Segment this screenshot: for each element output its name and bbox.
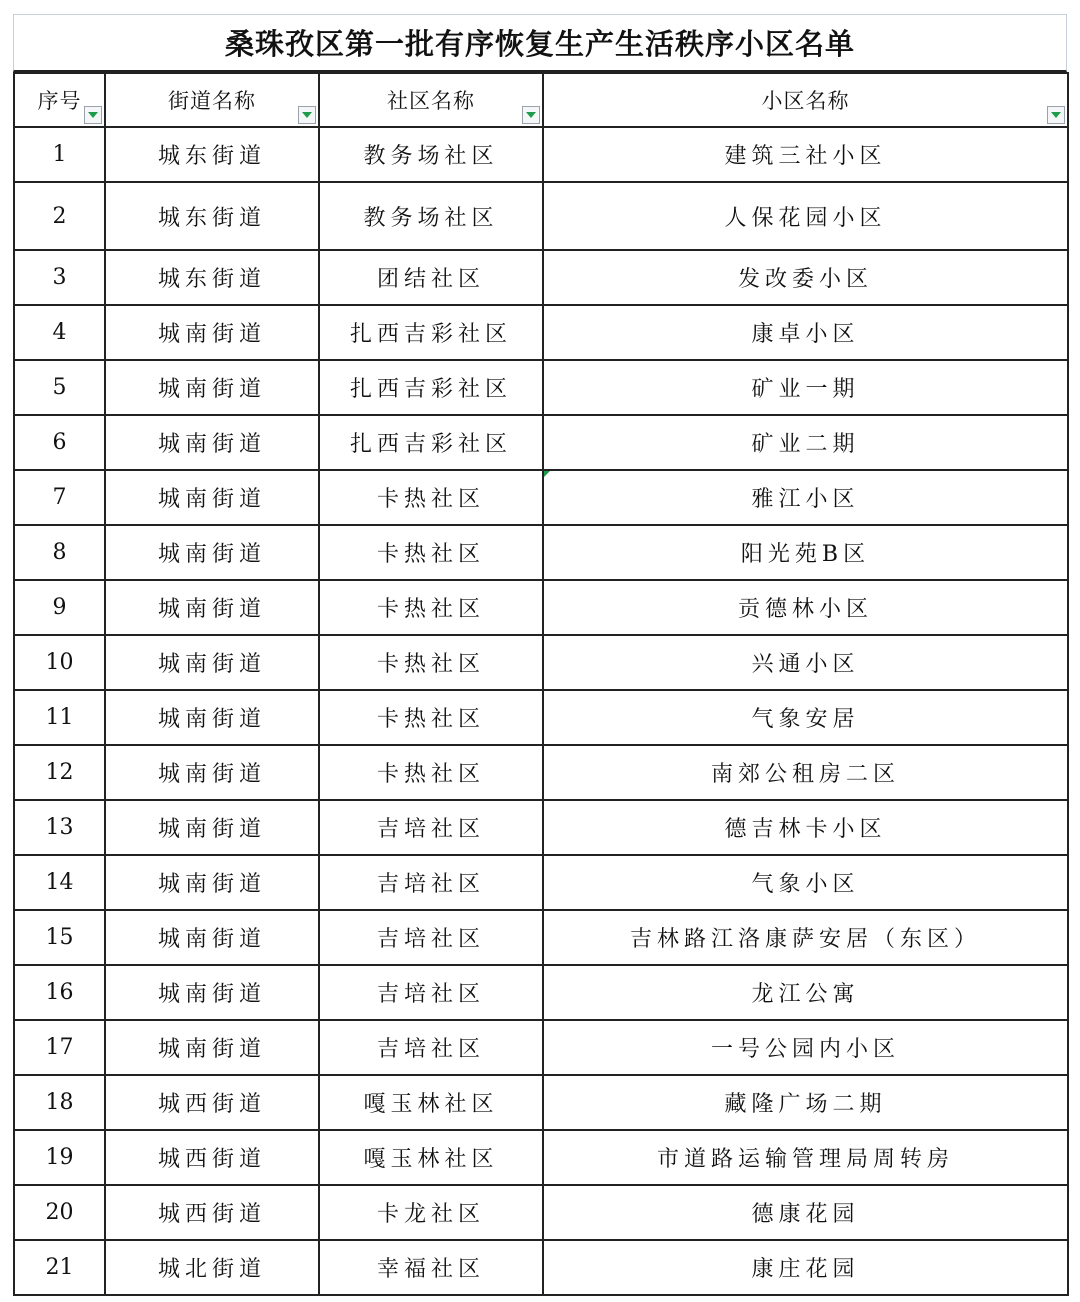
seq-cell[interactable]: 8 xyxy=(14,525,105,580)
seq-cell[interactable]: 11 xyxy=(14,690,105,745)
street-cell[interactable]: 城东街道 xyxy=(105,250,319,305)
community-cell[interactable]: 教务场社区 xyxy=(319,182,543,250)
seq-cell[interactable]: 4 xyxy=(14,305,105,360)
table-row xyxy=(14,855,1068,910)
street-cell[interactable]: 城西街道 xyxy=(105,1185,319,1240)
estate-cell[interactable]: 吉林路江洛康萨安居（东区） xyxy=(543,910,1068,965)
table-row xyxy=(14,965,1068,1020)
estate-cell[interactable]: 气象安居 xyxy=(543,690,1068,745)
cell-comment-marker xyxy=(544,471,550,477)
seq-cell[interactable]: 7 xyxy=(14,470,105,525)
estate-cell[interactable]: 康卓小区 xyxy=(543,305,1068,360)
estate-cell[interactable]: 矿业一期 xyxy=(543,360,1068,415)
table-row xyxy=(14,470,1068,525)
street-cell[interactable]: 城东街道 xyxy=(105,182,319,250)
community-cell[interactable]: 团结社区 xyxy=(319,250,543,305)
street-cell[interactable]: 城东街道 xyxy=(105,127,319,182)
street-cell[interactable]: 城西街道 xyxy=(105,1130,319,1185)
table-row xyxy=(14,360,1068,415)
estate-cell[interactable]: 一号公园内小区 xyxy=(543,1020,1068,1075)
header-street xyxy=(105,73,319,127)
street-cell[interactable]: 城南街道 xyxy=(105,1020,319,1075)
seq-cell[interactable]: 15 xyxy=(14,910,105,965)
seq-cell[interactable]: 12 xyxy=(14,745,105,800)
seq-cell[interactable]: 2 xyxy=(14,182,105,250)
estate-cell[interactable]: 德吉林卡小区 xyxy=(543,800,1068,855)
estate-table xyxy=(13,72,1069,1296)
estate-cell[interactable]: 兴通小区 xyxy=(543,635,1068,690)
filter-community-button[interactable] xyxy=(522,106,540,124)
table-row xyxy=(14,127,1068,182)
header-estate-label: 小区名称 xyxy=(761,89,850,113)
estate-cell[interactable]: 阳光苑B区 xyxy=(543,525,1068,580)
street-cell[interactable]: 城北街道 xyxy=(105,1240,319,1295)
filter-dropdown-icon xyxy=(88,112,98,118)
community-cell[interactable]: 吉培社区 xyxy=(319,965,543,1020)
estate-cell[interactable]: 康庄花园 xyxy=(543,1240,1068,1295)
filter-dropdown-icon xyxy=(302,112,312,118)
filter-dropdown-icon xyxy=(526,112,536,118)
filter-dropdown-icon xyxy=(1051,112,1061,118)
seq-cell[interactable]: 16 xyxy=(14,965,105,1020)
seq-cell[interactable]: 1 xyxy=(14,127,105,182)
seq-cell[interactable]: 13 xyxy=(14,800,105,855)
header-street-label: 街道名称 xyxy=(168,89,256,113)
header-community xyxy=(319,73,543,127)
seq-cell[interactable]: 9 xyxy=(14,580,105,635)
seq-cell[interactable]: 3 xyxy=(14,250,105,305)
header-seq-label: 序号 xyxy=(37,89,82,113)
community-cell[interactable]: 扎西吉彩社区 xyxy=(319,305,543,360)
community-cell[interactable]: 卡热社区 xyxy=(319,690,543,745)
seq-cell[interactable]: 10 xyxy=(14,635,105,690)
seq-cell[interactable]: 5 xyxy=(14,360,105,415)
table-row xyxy=(14,1020,1068,1075)
street-cell[interactable]: 城南街道 xyxy=(105,965,319,1020)
filter-seq-button[interactable] xyxy=(84,106,102,124)
table-row xyxy=(14,1185,1068,1240)
table-row xyxy=(14,305,1068,360)
table-row xyxy=(14,1075,1068,1130)
estate-cell[interactable]: 贡德林小区 xyxy=(543,580,1068,635)
street-cell[interactable]: 城南街道 xyxy=(105,415,319,470)
street-cell[interactable]: 城南街道 xyxy=(105,525,319,580)
street-cell[interactable]: 城南街道 xyxy=(105,470,319,525)
estate-cell[interactable]: 发改委小区 xyxy=(543,250,1068,305)
street-cell[interactable]: 城南街道 xyxy=(105,800,319,855)
seq-cell[interactable]: 20 xyxy=(14,1185,105,1240)
estate-cell[interactable]: 藏隆广场二期 xyxy=(543,1075,1068,1130)
community-cell[interactable]: 扎西吉彩社区 xyxy=(319,360,543,415)
table-row xyxy=(14,525,1068,580)
community-cell[interactable]: 吉培社区 xyxy=(319,910,543,965)
seq-cell[interactable]: 17 xyxy=(14,1020,105,1075)
community-cell[interactable]: 嘎玉林社区 xyxy=(319,1130,543,1185)
table-row xyxy=(14,1240,1068,1295)
header-seq xyxy=(14,73,105,127)
community-cell[interactable]: 教务场社区 xyxy=(319,127,543,182)
community-cell[interactable]: 卡热社区 xyxy=(319,635,543,690)
street-cell[interactable]: 城南街道 xyxy=(105,305,319,360)
table-row xyxy=(14,690,1068,745)
community-cell[interactable]: 扎西吉彩社区 xyxy=(319,415,543,470)
street-cell[interactable]: 城西街道 xyxy=(105,1075,319,1130)
table-title-row xyxy=(13,14,1067,72)
street-cell[interactable]: 城南街道 xyxy=(105,635,319,690)
community-cell[interactable]: 卡热社区 xyxy=(319,470,543,525)
estate-cell[interactable]: 德康花园 xyxy=(543,1185,1068,1240)
seq-cell[interactable]: 19 xyxy=(14,1130,105,1185)
community-cell[interactable]: 吉培社区 xyxy=(319,800,543,855)
estate-cell[interactable]: 雅江小区 xyxy=(543,470,1068,525)
page-title: 桑珠孜区第一批有序恢复生产生活秩序小区名单 xyxy=(224,27,855,61)
table-row xyxy=(14,1130,1068,1185)
community-cell[interactable]: 幸福社区 xyxy=(319,1240,543,1295)
spreadsheet xyxy=(13,14,1067,1296)
community-cell[interactable]: 吉培社区 xyxy=(319,855,543,910)
street-cell[interactable]: 城南街道 xyxy=(105,690,319,745)
table-row xyxy=(14,182,1068,250)
estate-cell[interactable]: 气象小区 xyxy=(543,855,1068,910)
street-cell[interactable]: 城南街道 xyxy=(105,580,319,635)
estate-cell[interactable]: 龙江公寓 xyxy=(543,965,1068,1020)
estate-cell[interactable]: 建筑三社小区 xyxy=(543,127,1068,182)
estate-cell[interactable]: 人保花园小区 xyxy=(543,182,1068,250)
community-cell[interactable]: 卡热社区 xyxy=(319,745,543,800)
seq-cell[interactable]: 21 xyxy=(14,1240,105,1295)
header-community-label: 社区名称 xyxy=(387,89,475,113)
community-cell[interactable]: 卡龙社区 xyxy=(319,1185,543,1240)
table-row xyxy=(14,745,1068,800)
community-cell[interactable]: 吉培社区 xyxy=(319,1020,543,1075)
street-cell[interactable]: 城南街道 xyxy=(105,855,319,910)
community-cell[interactable]: 卡热社区 xyxy=(319,525,543,580)
seq-cell[interactable]: 14 xyxy=(14,855,105,910)
table-row xyxy=(14,635,1068,690)
table-row xyxy=(14,415,1068,470)
header-estate xyxy=(543,73,1068,127)
seq-cell[interactable]: 18 xyxy=(14,1075,105,1130)
community-cell[interactable]: 嘎玉林社区 xyxy=(319,1075,543,1130)
street-cell[interactable]: 城南街道 xyxy=(105,360,319,415)
filter-estate-button[interactable] xyxy=(1047,106,1065,124)
header-row xyxy=(14,73,1068,127)
table-row xyxy=(14,250,1068,305)
filter-street-button[interactable] xyxy=(298,106,316,124)
community-cell[interactable]: 卡热社区 xyxy=(319,580,543,635)
table-row xyxy=(14,910,1068,965)
table-row xyxy=(14,800,1068,855)
table-row xyxy=(14,580,1068,635)
estate-cell[interactable]: 矿业二期 xyxy=(543,415,1068,470)
street-cell[interactable]: 城南街道 xyxy=(105,910,319,965)
seq-cell[interactable]: 6 xyxy=(14,415,105,470)
street-cell[interactable]: 城南街道 xyxy=(105,745,319,800)
estate-cell[interactable]: 南郊公租房二区 xyxy=(543,745,1068,800)
estate-cell[interactable]: 市道路运输管理局周转房 xyxy=(543,1130,1068,1185)
